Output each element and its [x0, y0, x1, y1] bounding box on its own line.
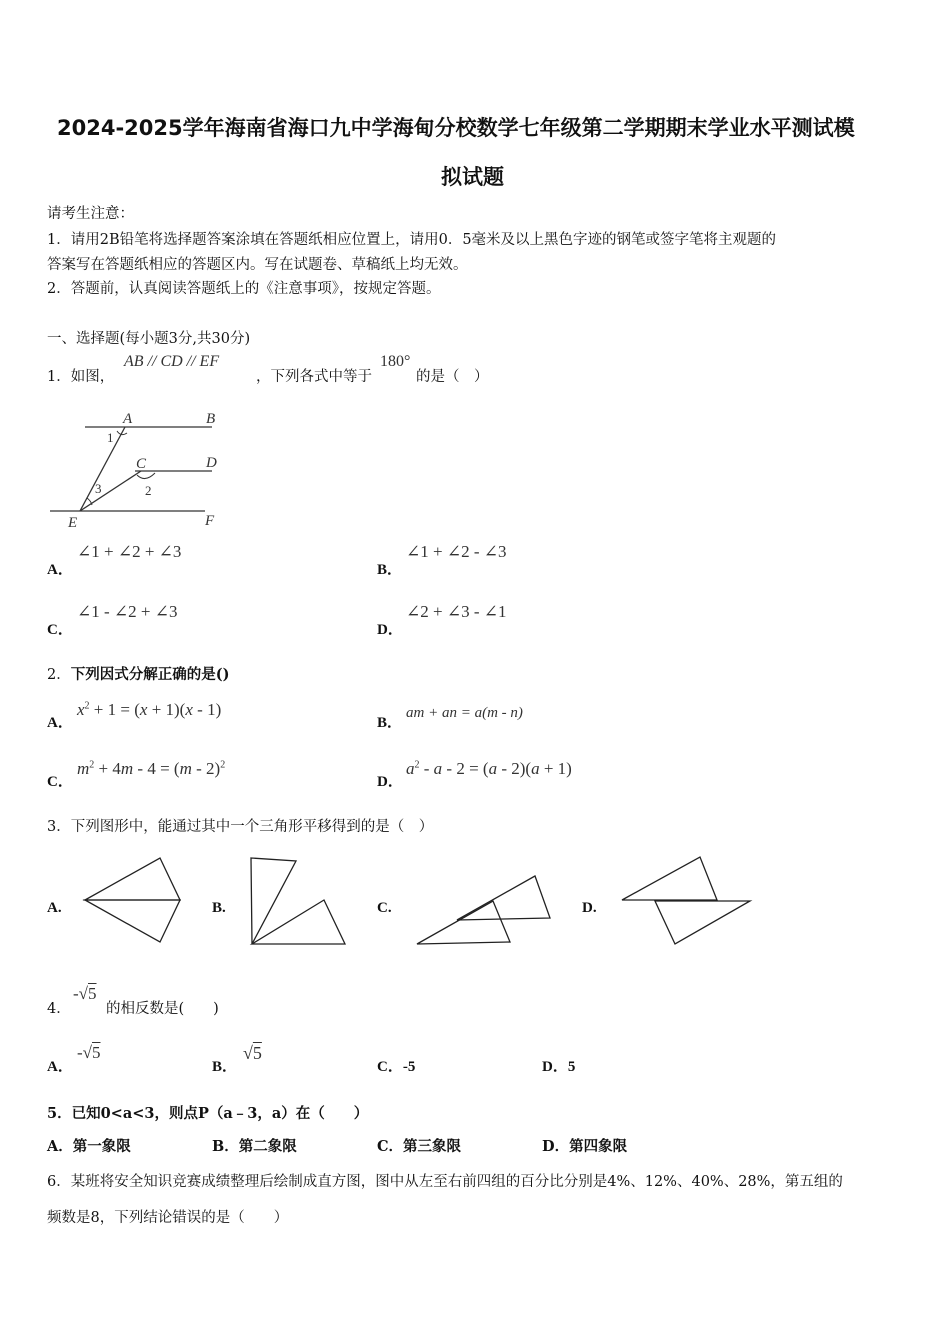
q4-option-c-letter: C．: [377, 1059, 403, 1075]
q1-fig-angle-2: 2: [145, 483, 152, 498]
q3-option-a-figure: [85, 856, 185, 916]
q6-number: 6．: [47, 1174, 71, 1190]
q3-option-d-figure: [620, 855, 755, 947]
q6-line1: [47, 1170, 843, 1191]
q1-fig-label-d: D: [206, 455, 217, 471]
q5-option-c-label: C．: [377, 1138, 404, 1155]
q2-option-c-label[interactable]: C．: [47, 774, 73, 790]
q4-option-d-label[interactable]: [542, 1055, 575, 1076]
q1-fig-angle-1: 1: [107, 430, 114, 445]
q3-option-c-figure: [415, 874, 555, 946]
q5-option-b-label: B．: [212, 1138, 239, 1155]
q4-radical: -√5: [73, 984, 97, 1003]
q1-fig-label-c: C: [136, 456, 147, 472]
q1-pre: 如图，: [70, 369, 115, 385]
q3-option-b-figure: [249, 856, 349, 946]
q2-option-d-expr: $a^2 - a - 2 = (a - 2)(a + 1)$: [406, 759, 572, 778]
q5-option-d[interactable]: [542, 1135, 627, 1156]
q5-number: 5．: [47, 1105, 72, 1122]
q4-option-a-expr: -√5: [77, 1043, 101, 1062]
q4-option-b-label[interactable]: B．: [212, 1059, 238, 1075]
q4-option-c-value: -5: [402, 1059, 416, 1075]
q1-mid: ，下列各式中等于: [256, 369, 372, 385]
q3-text: 下列图形中，能通过其中一个三角形平移得到的是（ ）: [70, 819, 434, 835]
q1-option-c-expr: ∠1 - ∠2 + ∠3: [77, 602, 178, 621]
notice-item1-line1: 1．请用2B铅笔将选择题答案涂填在答题纸相应位置上，请用0．5毫米及以上黑色字迹的钢笔或签字笔将主观题的: [47, 232, 777, 248]
q2-option-b-expr: am + an = a(m - n): [406, 705, 523, 721]
q6-text-line1: 某班将安全知识竞赛成绩整理后绘制成直方图，图中从左至右前四组的百分比分别是4%、12%、40%、28%，第五组的: [70, 1174, 843, 1190]
q3-option-a-label[interactable]: A.: [47, 900, 62, 916]
q4-option-c-label[interactable]: [377, 1055, 415, 1076]
q4-option-d-value: 5: [567, 1059, 576, 1075]
q3-option-d-label[interactable]: D.: [582, 900, 597, 916]
q5-option-b-value: 第二象限: [238, 1138, 297, 1155]
notice-heading: 请考生注意：: [47, 206, 134, 222]
q5-option-c-value: 第三象限: [403, 1138, 462, 1155]
q3-option-c-label[interactable]: C.: [377, 900, 392, 916]
document-title-line1: 2024-2025学年海南省海口九中学海甸分校数学七年级第二学期期末学业水平测试模: [57, 116, 855, 140]
q2-number: 2．: [47, 667, 71, 683]
q4-number: 4．: [47, 1001, 71, 1017]
q2-text: 下列因式分解正确的是(): [70, 666, 230, 683]
q1-parallel-lines-figure: [45, 405, 245, 535]
q3-option-b-label[interactable]: B.: [212, 900, 226, 916]
section-heading: 一、选择题(每小题3分,共30分): [47, 331, 251, 347]
q1-condition: AB // CD // EF: [124, 353, 220, 370]
notice-item2: 2．答题前，认真阅读答题纸上的《注意事项》，按规定答题。: [47, 281, 441, 297]
q4-text: 的相反数是( ): [106, 1001, 219, 1017]
q1-option-a-label[interactable]: A．: [47, 562, 73, 578]
document-title-line2: 拟试题: [441, 165, 504, 189]
q4-option-d-letter: D．: [542, 1059, 568, 1075]
q1-fig-label-e: E: [68, 515, 78, 531]
q4-option-b-expr: √5: [243, 1043, 262, 1063]
q1-option-a-expr: ∠1 + ∠2 + ∠3: [77, 542, 182, 561]
q1-option-b-expr: ∠1 + ∠2 - ∠3: [406, 542, 507, 561]
q5-option-d-label: D．: [542, 1138, 570, 1155]
q5-option-c[interactable]: [377, 1135, 461, 1156]
q5-option-d-value: 第四象限: [569, 1138, 628, 1155]
q2-option-c-expr: $m^2 + 4m - 4 = (m - 2)^2$: [77, 759, 226, 778]
q5-option-b[interactable]: [212, 1135, 297, 1156]
q2-option-d-label[interactable]: D．: [377, 774, 403, 790]
q4-option-a-label[interactable]: A．: [47, 1059, 73, 1075]
q1-option-d-label[interactable]: D．: [377, 622, 403, 638]
q5-stem: [47, 1102, 368, 1123]
q5-option-a[interactable]: [47, 1135, 131, 1156]
q3-number: 3．: [47, 819, 71, 835]
q1-fig-label-a: A: [123, 411, 133, 427]
q3-stem: [47, 815, 433, 836]
q1-fig-angle-3: 3: [95, 481, 102, 496]
q2-option-a-label[interactable]: A．: [47, 715, 73, 731]
q2-option-a-expr: $x^2 + 1 = (x + 1)(x - 1)$: [77, 700, 222, 719]
q1-post: 的是（ ）: [416, 369, 489, 385]
q2-option-b-label[interactable]: B．: [377, 715, 403, 731]
q1-stem: [47, 365, 114, 386]
q1-number: 1．: [47, 369, 71, 385]
q1-fig-label-b: B: [206, 411, 216, 427]
q1-value: 180°: [380, 353, 411, 370]
q2-stem: [47, 663, 229, 684]
q1-option-b-label[interactable]: B．: [377, 562, 403, 578]
notice-item1-line2: 答案写在答题纸相应的答题区内。写在试题卷、草稿纸上均无效。: [47, 257, 468, 273]
q5-option-a-label: A．: [47, 1138, 73, 1155]
q5-option-a-value: 第一象限: [72, 1138, 131, 1155]
q5-text: 已知0<a<3，则点P（a﹣3，a）在（ ）: [71, 1105, 369, 1122]
q6-line2: 频数是8，下列结论错误的是（ ）: [47, 1210, 289, 1226]
q1-option-d-expr: ∠2 + ∠3 - ∠1: [406, 602, 507, 621]
q1-option-c-label[interactable]: C．: [47, 622, 73, 638]
q1-fig-label-f: F: [205, 513, 215, 529]
